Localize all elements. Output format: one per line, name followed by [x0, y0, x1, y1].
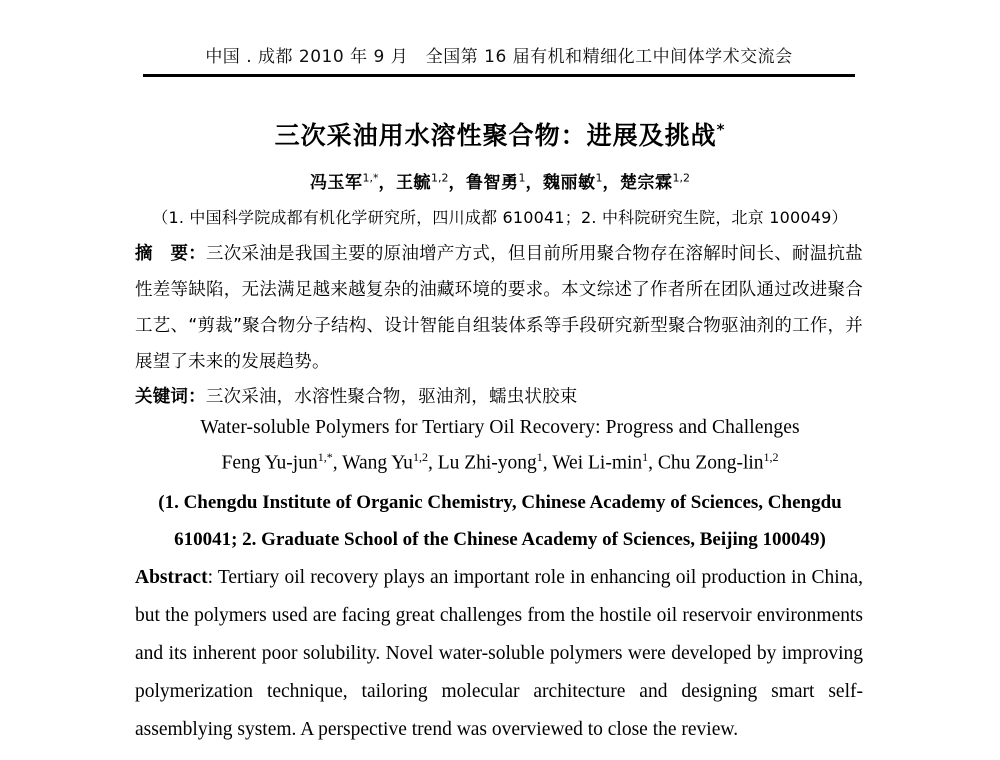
chinese-author-2-affil-marker: 1,2	[431, 171, 449, 185]
chinese-author-2-name: 王毓	[396, 173, 431, 193]
chinese-keywords-label: 关键词：	[135, 387, 206, 407]
chinese-author-3-name: 鲁智勇	[466, 173, 519, 193]
chinese-abstract-text: 三次采油是我国主要的原油增产方式，但目前所用聚合物存在溶解时间长、耐温抗盐性差等缺陷，无法满足越来越复杂的油藏环境的要求。本文综述了作者所在团队通过改进聚合工艺、“剪裁”聚合物分子结构、设计智能自组装体系等手段研究新型聚合物驱油剂的工作，并展望了未来的发展趋势。	[135, 244, 863, 372]
english-author-4-affil-marker: 1	[642, 450, 649, 464]
english-author-1-affil-marker: 1,*	[317, 450, 333, 464]
chinese-author-4-name: 魏丽敏	[543, 173, 596, 193]
english-author-5-name: Chu Zong-lin	[657, 452, 764, 474]
chinese-abstract-label: 摘 要：	[135, 244, 207, 264]
running-header-text: 中国 . 成都 2010 年 9 月 全国第 16 届有机和精细化工中间体学术交流会	[205, 47, 793, 67]
chinese-author-5-affil-marker: 1,2	[672, 171, 690, 185]
chinese-title-text: 三次采油用水溶性聚合物：进展及挑战	[274, 121, 717, 150]
chinese-author-1-name: 冯玉军	[310, 173, 363, 193]
chinese-keywords-text: 三次采油，水溶性聚合物，驱油剂，蠕虫状胶束	[205, 387, 578, 407]
chinese-abstract-block	[135, 236, 863, 380]
english-abstract-separator: :	[207, 567, 218, 588]
running-header-block	[143, 44, 855, 77]
chinese-affiliation-line: （1. 中国科学院成都有机化学研究所，四川成都 610041；2. 中科院研究生院，北京 100049）	[152, 208, 848, 227]
chinese-author-5-name: 楚宗霖	[620, 173, 673, 193]
chinese-keywords-block	[135, 381, 863, 413]
english-author-2-affil-marker: 1,2	[412, 450, 428, 464]
english-abstract-block	[135, 559, 863, 749]
english-author-3-affil-marker: 1	[536, 450, 543, 464]
english-author-3-name: Lu Zhi-yong	[437, 452, 537, 474]
english-author-2-name: Wang Yu	[342, 452, 413, 474]
chinese-title	[0, 116, 1000, 152]
english-author-4-name: Wei Li-min	[552, 452, 643, 474]
english-abstract-text: Tertiary oil recovery plays an important role in enhancing oil production in China, but the polymers used are facing great challenges from the hostile oil reservoir environments and its inherent poor solubility. Novel water-soluble polymers were developed by improving polymerization technique, tailoring molecular architecture and designing smart self-assemblying system. A perspective trend was overviewed to close the review.	[135, 567, 863, 740]
chinese-author-4-affil-marker: 1	[595, 171, 603, 185]
chinese-title-footnote-marker: *	[716, 120, 726, 139]
chinese-authors: 冯玉军$^{1,*}$，王毓$^{1,2}$，鲁智勇$^1$，魏丽敏$^1$，楚宗霖$^{1,2}$	[310, 171, 690, 193]
english-abstract-label: Abstract	[135, 567, 208, 588]
english-author-5-affil-marker: 1,2	[763, 450, 779, 464]
english-affiliation-line: (1. Chengdu Institute of Organic Chemistry, Chinese Academy of Sciences, Chengdu 610041; 2. Graduate School of the Chinese Academy of Sciences, Beijing 100049)	[158, 492, 842, 550]
header-horizontal-rule	[143, 74, 855, 77]
english-authors: Feng Yu-jun$^{1,*}$, Wang Yu$^{1,2}$, Lu Zhi-yong$^1$, Wei $Li-\min^1$, Chu Zong-lin$^{1,2}$	[221, 450, 779, 474]
english-title: Water-soluble Polymers for Tertiary Oil Recovery: Progress and Challenges	[200, 417, 800, 438]
chinese-author-1-affil-marker: 1,*	[362, 171, 379, 185]
english-author-1-name: Feng Yu-jun	[221, 452, 318, 474]
chinese-author-3-affil-marker: 1	[518, 171, 526, 185]
